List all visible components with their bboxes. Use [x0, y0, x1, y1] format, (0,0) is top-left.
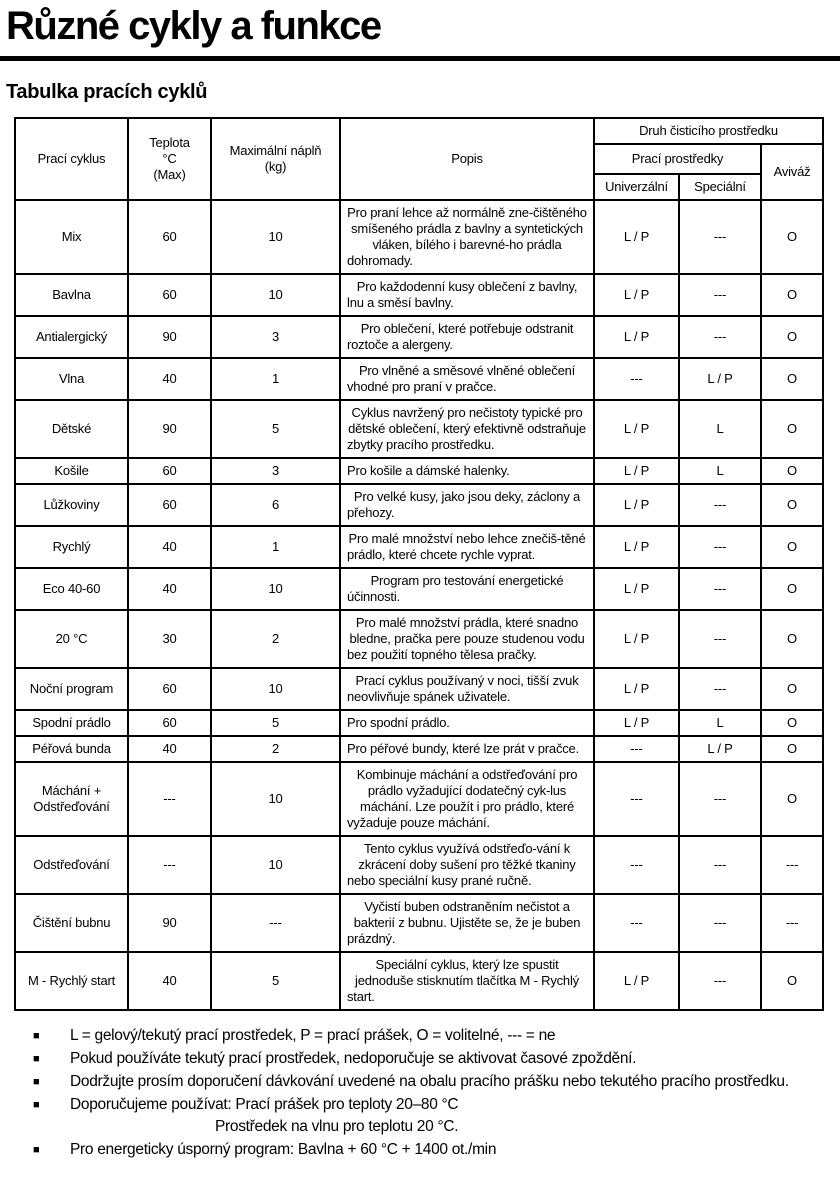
- softener-cell: ---: [761, 836, 823, 894]
- temperature-cell: 60: [128, 710, 211, 736]
- load-cell: 1: [211, 358, 340, 400]
- cycle-name-cell: Odstřeďování: [15, 836, 128, 894]
- universal-detergent-cell: ---: [594, 762, 679, 836]
- col-header-special: Speciální: [679, 174, 761, 200]
- universal-detergent-cell: ---: [594, 836, 679, 894]
- table-row: [15, 316, 823, 358]
- bullet-square-icon: ■: [33, 1076, 40, 1088]
- special-detergent-cell: ---: [679, 526, 761, 568]
- softener-cell: O: [761, 610, 823, 668]
- description-cell: Prací cyklus používaný v noci, tišší zvuk neovlivňuje spánek uživatele.: [340, 668, 594, 710]
- table-row: [15, 836, 823, 894]
- load-cell: 10: [211, 568, 340, 610]
- load-cell: 5: [211, 952, 340, 1010]
- cycle-name-cell: Antialergický: [15, 316, 128, 358]
- load-cell: 3: [211, 316, 340, 358]
- load-cell: 10: [211, 836, 340, 894]
- special-detergent-cell: ---: [679, 200, 761, 274]
- footnote-text: Pokud používáte tekutý prací prostředek, nedoporučuje se aktivovat časové zpoždění.: [70, 1050, 637, 1067]
- special-detergent-cell: ---: [679, 762, 761, 836]
- cycle-name-cell: Vlna: [15, 358, 128, 400]
- load-cell: 6: [211, 484, 340, 526]
- temperature-cell: 90: [128, 316, 211, 358]
- wash-cycles-table: [14, 117, 824, 1011]
- special-detergent-cell: ---: [679, 836, 761, 894]
- softener-cell: O: [761, 668, 823, 710]
- softener-cell: O: [761, 762, 823, 836]
- cycle-name-cell: Lůžkoviny: [15, 484, 128, 526]
- table-row: [15, 200, 823, 274]
- load-cell: ---: [211, 894, 340, 952]
- cycle-name-cell: Mix: [15, 200, 128, 274]
- special-detergent-cell: L / P: [679, 736, 761, 762]
- softener-cell: O: [761, 952, 823, 1010]
- table-row: [15, 610, 823, 668]
- footnote-text: L = gelový/tekutý prací prostředek, P = prací prášek, O = volitelné, --- = ne: [70, 1027, 556, 1044]
- section-title: Tabulka pracích cyklů: [6, 81, 208, 103]
- col-header-softener: Aviváž: [761, 144, 823, 200]
- description-cell: Program pro testování energetické účinnosti.: [340, 568, 594, 610]
- cycle-name-cell: Spodní prádlo: [15, 710, 128, 736]
- special-detergent-cell: ---: [679, 316, 761, 358]
- special-detergent-cell: ---: [679, 610, 761, 668]
- temperature-cell: 40: [128, 568, 211, 610]
- temperature-cell: ---: [128, 762, 211, 836]
- temperature-cell: ---: [128, 836, 211, 894]
- special-detergent-cell: ---: [679, 894, 761, 952]
- load-cell: 1: [211, 526, 340, 568]
- special-detergent-cell: L: [679, 458, 761, 484]
- col-header-description: Popis: [340, 118, 594, 200]
- temperature-cell: 40: [128, 526, 211, 568]
- softener-cell: O: [761, 736, 823, 762]
- load-cell: 10: [211, 200, 340, 274]
- special-detergent-cell: L / P: [679, 358, 761, 400]
- table-row: [15, 952, 823, 1010]
- special-detergent-cell: L: [679, 710, 761, 736]
- description-cell: Pro malé množství prádla, které snadno bledne, pračka pere pouze studenou vodu bez použití topného tělesa pračky.: [340, 610, 594, 668]
- footnote-item: [33, 1048, 840, 1070]
- softener-cell: O: [761, 274, 823, 316]
- header-row-1: [15, 118, 823, 144]
- description-cell: Pro spodní prádlo.: [340, 710, 594, 736]
- special-detergent-cell: ---: [679, 274, 761, 316]
- description-cell: Pro vlněné a směsové vlněné oblečení vhodné pro praní v pračce.: [340, 358, 594, 400]
- description-cell: Vyčistí buben odstraněním nečistot a bakterií z bubnu. Ujistěte se, že je buben prázdný.: [340, 894, 594, 952]
- footnote-text: Doporučujeme používat: Prací prášek pro teploty 20–80 °C: [70, 1096, 459, 1113]
- universal-detergent-cell: L / P: [594, 458, 679, 484]
- title-divider: [0, 56, 840, 61]
- description-cell: Tento cyklus využívá odstřeďo-vání k zkrácení doby sušení pro těžké tkaniny nebo speciální kusy prané ručně.: [340, 836, 594, 894]
- table-row: [15, 894, 823, 952]
- col-header-detergents: Prací prostředky: [594, 144, 761, 174]
- universal-detergent-cell: L / P: [594, 710, 679, 736]
- temperature-header-line: Teplota: [149, 135, 190, 150]
- description-cell: Pro košile a dámské halenky.: [340, 458, 594, 484]
- description-cell: Kombinuje máchání a odstřeďování pro prádlo vyžadující dodatečný cyk-lus máchání. Lze použít i pro prádlo, které vyžaduje pouze máchání.: [340, 762, 594, 836]
- cycle-name-cell: Péřová bunda: [15, 736, 128, 762]
- temperature-cell: 90: [128, 894, 211, 952]
- table-row: [15, 736, 823, 762]
- col-header-temperature: [128, 118, 211, 200]
- softener-cell: ---: [761, 894, 823, 952]
- temperature-cell: 40: [128, 358, 211, 400]
- table-row: [15, 458, 823, 484]
- softener-cell: O: [761, 200, 823, 274]
- cycle-name-cell: Košile: [15, 458, 128, 484]
- temperature-cell: 60: [128, 200, 211, 274]
- bullet-square-icon: ■: [33, 1053, 40, 1065]
- table-row: [15, 568, 823, 610]
- temperature-cell: 60: [128, 274, 211, 316]
- universal-detergent-cell: ---: [594, 736, 679, 762]
- universal-detergent-cell: L / P: [594, 568, 679, 610]
- bullet-square-icon: ■: [33, 1099, 40, 1111]
- universal-detergent-cell: L / P: [594, 200, 679, 274]
- universal-detergent-cell: ---: [594, 358, 679, 400]
- universal-detergent-cell: L / P: [594, 484, 679, 526]
- softener-cell: O: [761, 458, 823, 484]
- load-cell: 10: [211, 668, 340, 710]
- special-detergent-cell: ---: [679, 952, 761, 1010]
- universal-detergent-cell: L / P: [594, 526, 679, 568]
- footnote-continuation-text: Prostředek na vlnu pro teplotu 20 °C.: [215, 1118, 459, 1135]
- description-cell: Pro velké kusy, jako jsou deky, záclony a přehozy.: [340, 484, 594, 526]
- special-detergent-cell: L: [679, 400, 761, 458]
- page-title: Různé cykly a funkce: [6, 4, 381, 48]
- temperature-header-line: °C: [162, 151, 177, 166]
- softener-cell: O: [761, 526, 823, 568]
- cycle-name-cell: Máchání + Odstřeďování: [15, 762, 128, 836]
- col-header-cycle: Prací cyklus: [15, 118, 128, 200]
- description-cell: Pro péřové bundy, které lze prát v pračce.: [340, 736, 594, 762]
- temperature-cell: 40: [128, 736, 211, 762]
- softener-cell: O: [761, 568, 823, 610]
- temperature-cell: 60: [128, 484, 211, 526]
- footnotes: [0, 1025, 840, 1161]
- load-cell: 10: [211, 762, 340, 836]
- bullet-square-icon: ■: [33, 1030, 40, 1042]
- universal-detergent-cell: L / P: [594, 316, 679, 358]
- load-cell: 2: [211, 610, 340, 668]
- load-cell: 5: [211, 400, 340, 458]
- col-header-universal: Univerzální: [594, 174, 679, 200]
- bullet-square-icon: ■: [33, 1144, 40, 1156]
- cycle-name-cell: Rychlý: [15, 526, 128, 568]
- table-row: [15, 274, 823, 316]
- table-row: [15, 710, 823, 736]
- softener-cell: O: [761, 358, 823, 400]
- cycle-name-cell: Bavlna: [15, 274, 128, 316]
- temperature-cell: 40: [128, 952, 211, 1010]
- universal-detergent-cell: L / P: [594, 274, 679, 316]
- special-detergent-cell: ---: [679, 668, 761, 710]
- temperature-cell: 90: [128, 400, 211, 458]
- temperature-header-line: (Max): [153, 167, 186, 182]
- load-cell: 3: [211, 458, 340, 484]
- universal-detergent-cell: L / P: [594, 400, 679, 458]
- description-cell: Pro oblečení, které potřebuje odstranit roztoče a alergeny.: [340, 316, 594, 358]
- table-row: [15, 762, 823, 836]
- table-row: [15, 484, 823, 526]
- col-header-detergent-group: Druh čisticího prostředku: [594, 118, 823, 144]
- cycle-name-cell: Čištění bubnu: [15, 894, 128, 952]
- universal-detergent-cell: L / P: [594, 952, 679, 1010]
- softener-cell: O: [761, 316, 823, 358]
- softener-cell: O: [761, 400, 823, 458]
- temperature-cell: 30: [128, 610, 211, 668]
- temperature-cell: 60: [128, 668, 211, 710]
- description-cell: Pro každodenní kusy oblečení z bavlny, lnu a směsí bavlny.: [340, 274, 594, 316]
- softener-cell: O: [761, 484, 823, 526]
- cycle-name-cell: Dětské: [15, 400, 128, 458]
- cycle-name-cell: M - Rychlý start: [15, 952, 128, 1010]
- special-detergent-cell: ---: [679, 568, 761, 610]
- footnote-text: Dodržujte prosím doporučení dávkování uvedené na obalu pracího prášku nebo tekutého pracího prostředku.: [70, 1073, 789, 1090]
- universal-detergent-cell: L / P: [594, 668, 679, 710]
- col-header-load: Maximální náplň (kg): [211, 118, 340, 200]
- temperature-cell: 60: [128, 458, 211, 484]
- footnote-item: [33, 1071, 840, 1093]
- table-row: [15, 358, 823, 400]
- load-cell: 2: [211, 736, 340, 762]
- description-cell: Pro praní lehce až normálně zne-čištěného smíšeného prádla z bavlny a syntetických vláken, bílého i barevné-ho prádla dohromady.: [340, 200, 594, 274]
- universal-detergent-cell: L / P: [594, 610, 679, 668]
- universal-detergent-cell: ---: [594, 894, 679, 952]
- special-detergent-cell: ---: [679, 484, 761, 526]
- footnote-item: [33, 1025, 840, 1047]
- table-row: [15, 400, 823, 458]
- footnote-item: [33, 1094, 840, 1138]
- load-cell: 5: [211, 710, 340, 736]
- table-row: [15, 668, 823, 710]
- softener-cell: O: [761, 710, 823, 736]
- description-cell: Pro malé množství nebo lehce znečiš-těné prádlo, které chcete rychle vyprat.: [340, 526, 594, 568]
- table-row: [15, 526, 823, 568]
- cycle-name-cell: Noční program: [15, 668, 128, 710]
- cycle-name-cell: Eco 40-60: [15, 568, 128, 610]
- description-cell: Speciální cyklus, který lze spustit jednoduše stisknutím tlačítka M - Rychlý start.: [340, 952, 594, 1010]
- description-cell: Cyklus navržený pro nečistoty typické pro dětské oblečení, který efektivně odstraňuje zbytky pracího prostředku.: [340, 400, 594, 458]
- footnote-text: Pro energeticky úsporný program: Bavlna + 60 °C + 1400 ot./min: [70, 1141, 497, 1158]
- footnote-item: [33, 1139, 840, 1161]
- cycle-name-cell: 20 °C: [15, 610, 128, 668]
- load-cell: 10: [211, 274, 340, 316]
